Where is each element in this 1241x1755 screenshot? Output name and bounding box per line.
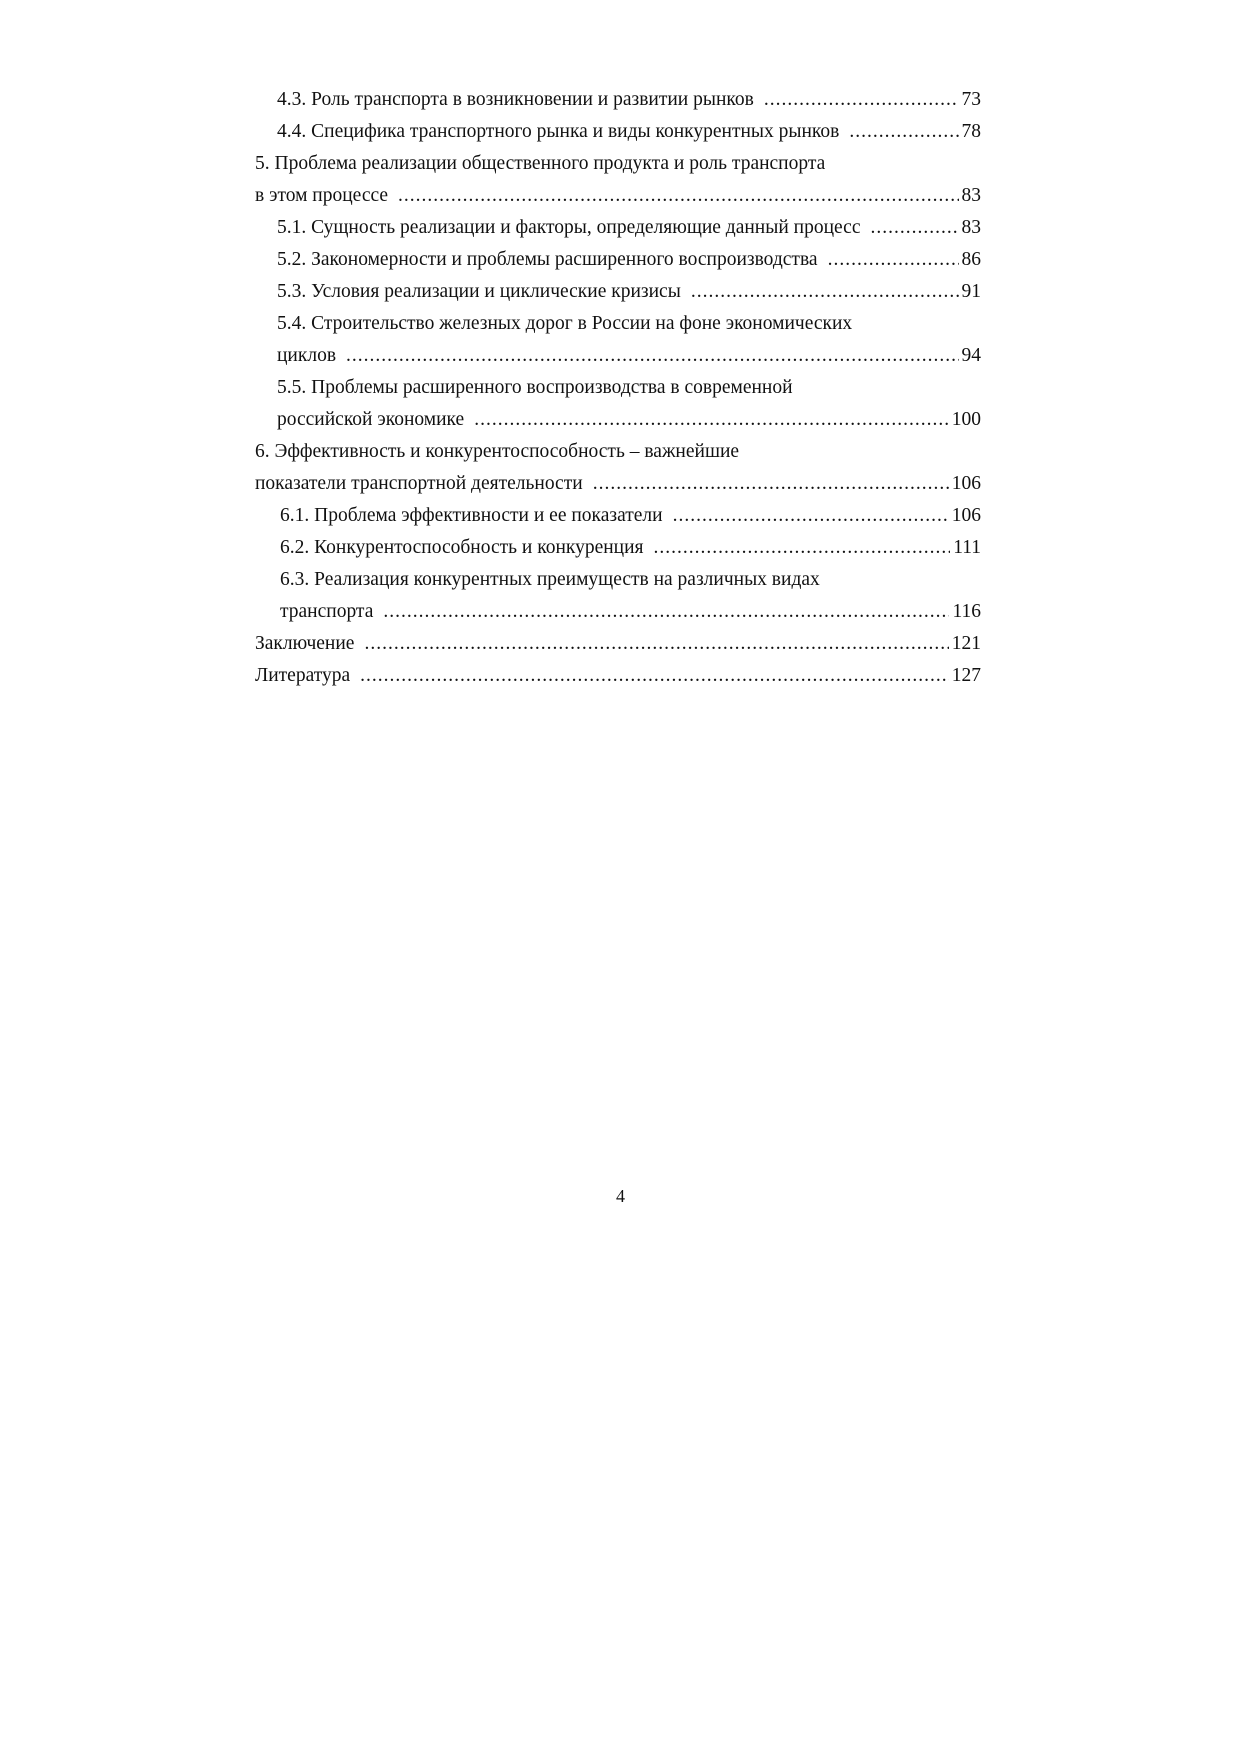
toc-entry-page: 94 <box>961 345 981 366</box>
dot-leader <box>870 212 958 244</box>
dot-leader <box>673 500 949 532</box>
toc-entry-4-3[interactable] <box>255 84 981 116</box>
toc-entry-literature[interactable] <box>255 660 981 692</box>
toc-entry-title-cont: циклов <box>277 345 337 366</box>
toc-entry-5[interactable] <box>255 180 981 212</box>
dot-leader <box>383 596 949 628</box>
toc-entry-page: 78 <box>961 121 981 142</box>
dot-leader <box>828 244 959 276</box>
toc-entry-title: 6. Эффективность и конкурентоспособность – важнейшие <box>255 441 740 462</box>
toc-entry-title: 6.1. Проблема эффективности и ее показатели <box>280 505 663 526</box>
toc-entry-5-2[interactable] <box>255 244 981 276</box>
toc-entry-6-1[interactable] <box>255 500 981 532</box>
toc-entry-5-5[interactable] <box>255 404 981 436</box>
dot-leader <box>849 116 958 148</box>
toc-entry-page: 127 <box>951 665 981 686</box>
toc-entry-page: 100 <box>951 409 981 430</box>
toc-entry-conclusion[interactable] <box>255 628 981 660</box>
toc-entry-page: 106 <box>951 473 981 494</box>
toc-entry-6-2[interactable] <box>255 532 981 564</box>
table-of-contents <box>255 84 981 692</box>
dot-leader <box>764 84 959 116</box>
toc-entry-title: 6.3. Реализация конкурентных преимуществ на различных видах <box>280 569 820 590</box>
dot-leader <box>474 404 949 436</box>
dot-leader <box>593 468 949 500</box>
toc-entry-page: 73 <box>961 89 981 110</box>
toc-entry-5-3[interactable] <box>255 276 981 308</box>
toc-entry-page: 83 <box>961 185 981 206</box>
toc-entry-page: 116 <box>952 601 981 622</box>
toc-entry-title-cont: показатели транспортной деятельности <box>255 473 583 494</box>
toc-entry-page: 106 <box>951 505 981 526</box>
toc-entry-title: 4.3. Роль транспорта в возникновении и развитии рынков <box>277 89 754 110</box>
toc-entry-page: 121 <box>951 633 981 654</box>
dot-leader <box>691 276 959 308</box>
dot-leader <box>346 340 958 372</box>
toc-entry-6-3[interactable] <box>255 596 981 628</box>
toc-entry-title: 4.4. Специфика транспортного рынка и виды конкурентных рынков <box>277 121 840 142</box>
toc-entry-title: 5.1. Сущность реализации и факторы, определяющие данный процесс <box>277 217 861 238</box>
dot-leader <box>360 660 949 692</box>
toc-entry-page: 86 <box>961 249 981 270</box>
toc-entry-5-line1[interactable] <box>255 148 981 180</box>
toc-entry-title-cont: российской экономике <box>277 409 465 430</box>
toc-entry-5-1[interactable] <box>255 212 981 244</box>
toc-entry-page: 91 <box>961 281 981 302</box>
toc-entry-title: 5.4. Строительство железных дорог в России на фоне экономических <box>277 313 853 334</box>
dot-leader <box>364 628 948 660</box>
toc-entry-page: 111 <box>953 537 981 558</box>
toc-entry-page: 83 <box>961 217 981 238</box>
toc-entry-5-4[interactable] <box>255 340 981 372</box>
toc-entry-6-3-line1[interactable] <box>255 564 981 596</box>
toc-entry-title: Заключение <box>255 633 355 654</box>
toc-entry-4-4[interactable] <box>255 116 981 148</box>
toc-entry-title: Литература <box>255 665 351 686</box>
toc-entry-title: 5.2. Закономерности и проблемы расширенного воспроизводства <box>277 249 818 270</box>
page-number: 4 <box>616 1186 625 1206</box>
toc-entry-title: 5.5. Проблемы расширенного воспроизводства в современной <box>277 377 793 398</box>
toc-entry-title: 5.3. Условия реализации и циклические кризисы <box>277 281 681 302</box>
toc-entry-5-5-line1[interactable] <box>255 372 981 404</box>
toc-entry-title-cont: в этом процессе <box>255 185 389 206</box>
dot-leader <box>654 532 951 564</box>
toc-entry-title-cont: транспорта <box>280 601 374 622</box>
toc-entry-title: 6.2. Конкурентоспособность и конкуренция <box>280 537 644 558</box>
toc-entry-title: 5. Проблема реализации общественного продукта и роль транспорта <box>255 153 826 174</box>
toc-entry-6-line1[interactable] <box>255 436 981 468</box>
toc-entry-5-4-line1[interactable] <box>255 308 981 340</box>
dot-leader <box>398 180 958 212</box>
toc-entry-6[interactable] <box>255 468 981 500</box>
